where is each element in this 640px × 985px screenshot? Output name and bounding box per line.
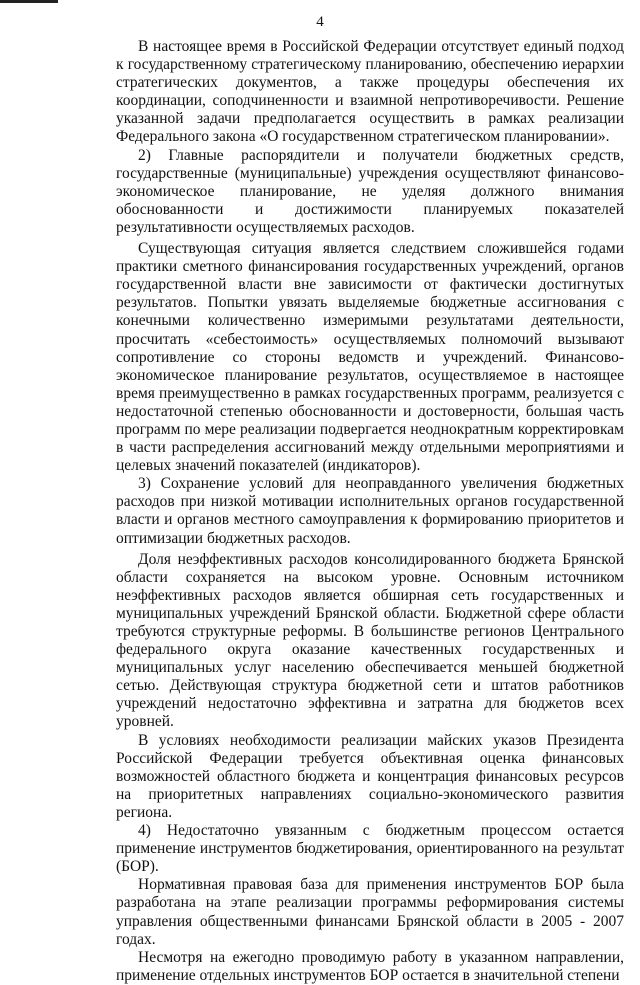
paragraph-bor-legal-base: Нормативная правовая база для применения инструментов БОР была разработана на этапе реализации программы реформирования системы управления общественными финансами Брянской области в 2005 - 2007 годах.: [116, 876, 624, 948]
paragraph-item-2-planning: 2) Главные распорядители и получатели бюджетных средств, государственные (муниципальные) учреждения осуществляют финансово-экономическое планирование, не уделяя должного внимания обоснованности и достижимости планируемых показателей результативности осуществляемых расходов.: [116, 146, 624, 236]
paragraph-presidential-decrees: В условиях необходимости реализации майских указов Президента Российской Федерации требуется объективная оценка финансовых возможностей областного бюджета и концентрация финансовых ресурсов на приоритетных направлениях социально-экономического развития региона.: [116, 731, 624, 821]
document-body: [116, 38, 624, 985]
paragraph-item-4-bor-tools: 4) Недостаточно увязанным с бюджетным процессом остается применение инструментов бюджетирования, ориентированного на результат (БОР).: [116, 822, 624, 876]
paragraph-bor-application: Несмотря на ежегодно проводимую работу в указанном направлении, применение отдельных инструментов БОР остается в значительной степени: [116, 948, 624, 984]
paragraph-inefficient-expenses: Доля неэффективных расходов консолидированного бюджета Брянской области сохраняется на высоком уровне. Основным источником неэффективных расходов является обширная сеть государственных и муниципальных учреждений Брянской области. Бюджетной сфере области требуются структурные реформы. В большинстве регионов Центрального федерального округа оказание качественных государственных и муниципальных услуг населению обеспечивается меньшей бюджетной сетью. Действующая структура бюджетной сети и штатов работников учреждений недостаточно эффективна и затратна для бюджетов всех уровней.: [116, 550, 624, 731]
scan-edge-mark: [0, 0, 58, 3]
paragraph-item-3-expenditure-growth: 3) Сохранение условий для неоправданного увеличения бюджетных расходов при низкой мотивации исполнительных органов государственной власти и органов местного самоуправления к формированию приоритетов и оптимизации бюджетных расходов.: [116, 475, 624, 547]
page-number: 4: [316, 14, 324, 30]
paragraph-current-situation: Существующая ситуация является следствием сложившейся годами практики сметного финансирования государственных учреждений, органов государственной власти вне зависимости от фактически достигнутых результатов. Попытки увязать выделяемые бюджетные ассигнования с конечными количественно измеримыми результатами деятельности, просчитать «себестоимость» осуществляемых полномочий вызывают сопротивление со стороны ведомств и учреждений. Финансово-экономическое планирование результатов, осуществляемое в настоящее время преимущественно в рамках государственных программ, реализуется с недостаточной степенью обоснованности и достоверности, большая часть программ по мере реализации подвергается неоднократным корректировкам в части распределения ассигнований между отдельными мероприятиями и целевых значений показателей (индикаторов).: [116, 240, 624, 475]
paragraph-strategic-planning: В настоящее время в Российской Федерации отсутствует единый подход к государственному стратегическому планированию, обеспечению иерархии стратегических документов, а также процедуры обеспечения их координации, соподчиненности и взаимной непротиворечивости. Решение указанной задачи предполагается осуществить в рамках реализации Федерального закона «О государственном стратегическом планировании».: [116, 38, 624, 146]
